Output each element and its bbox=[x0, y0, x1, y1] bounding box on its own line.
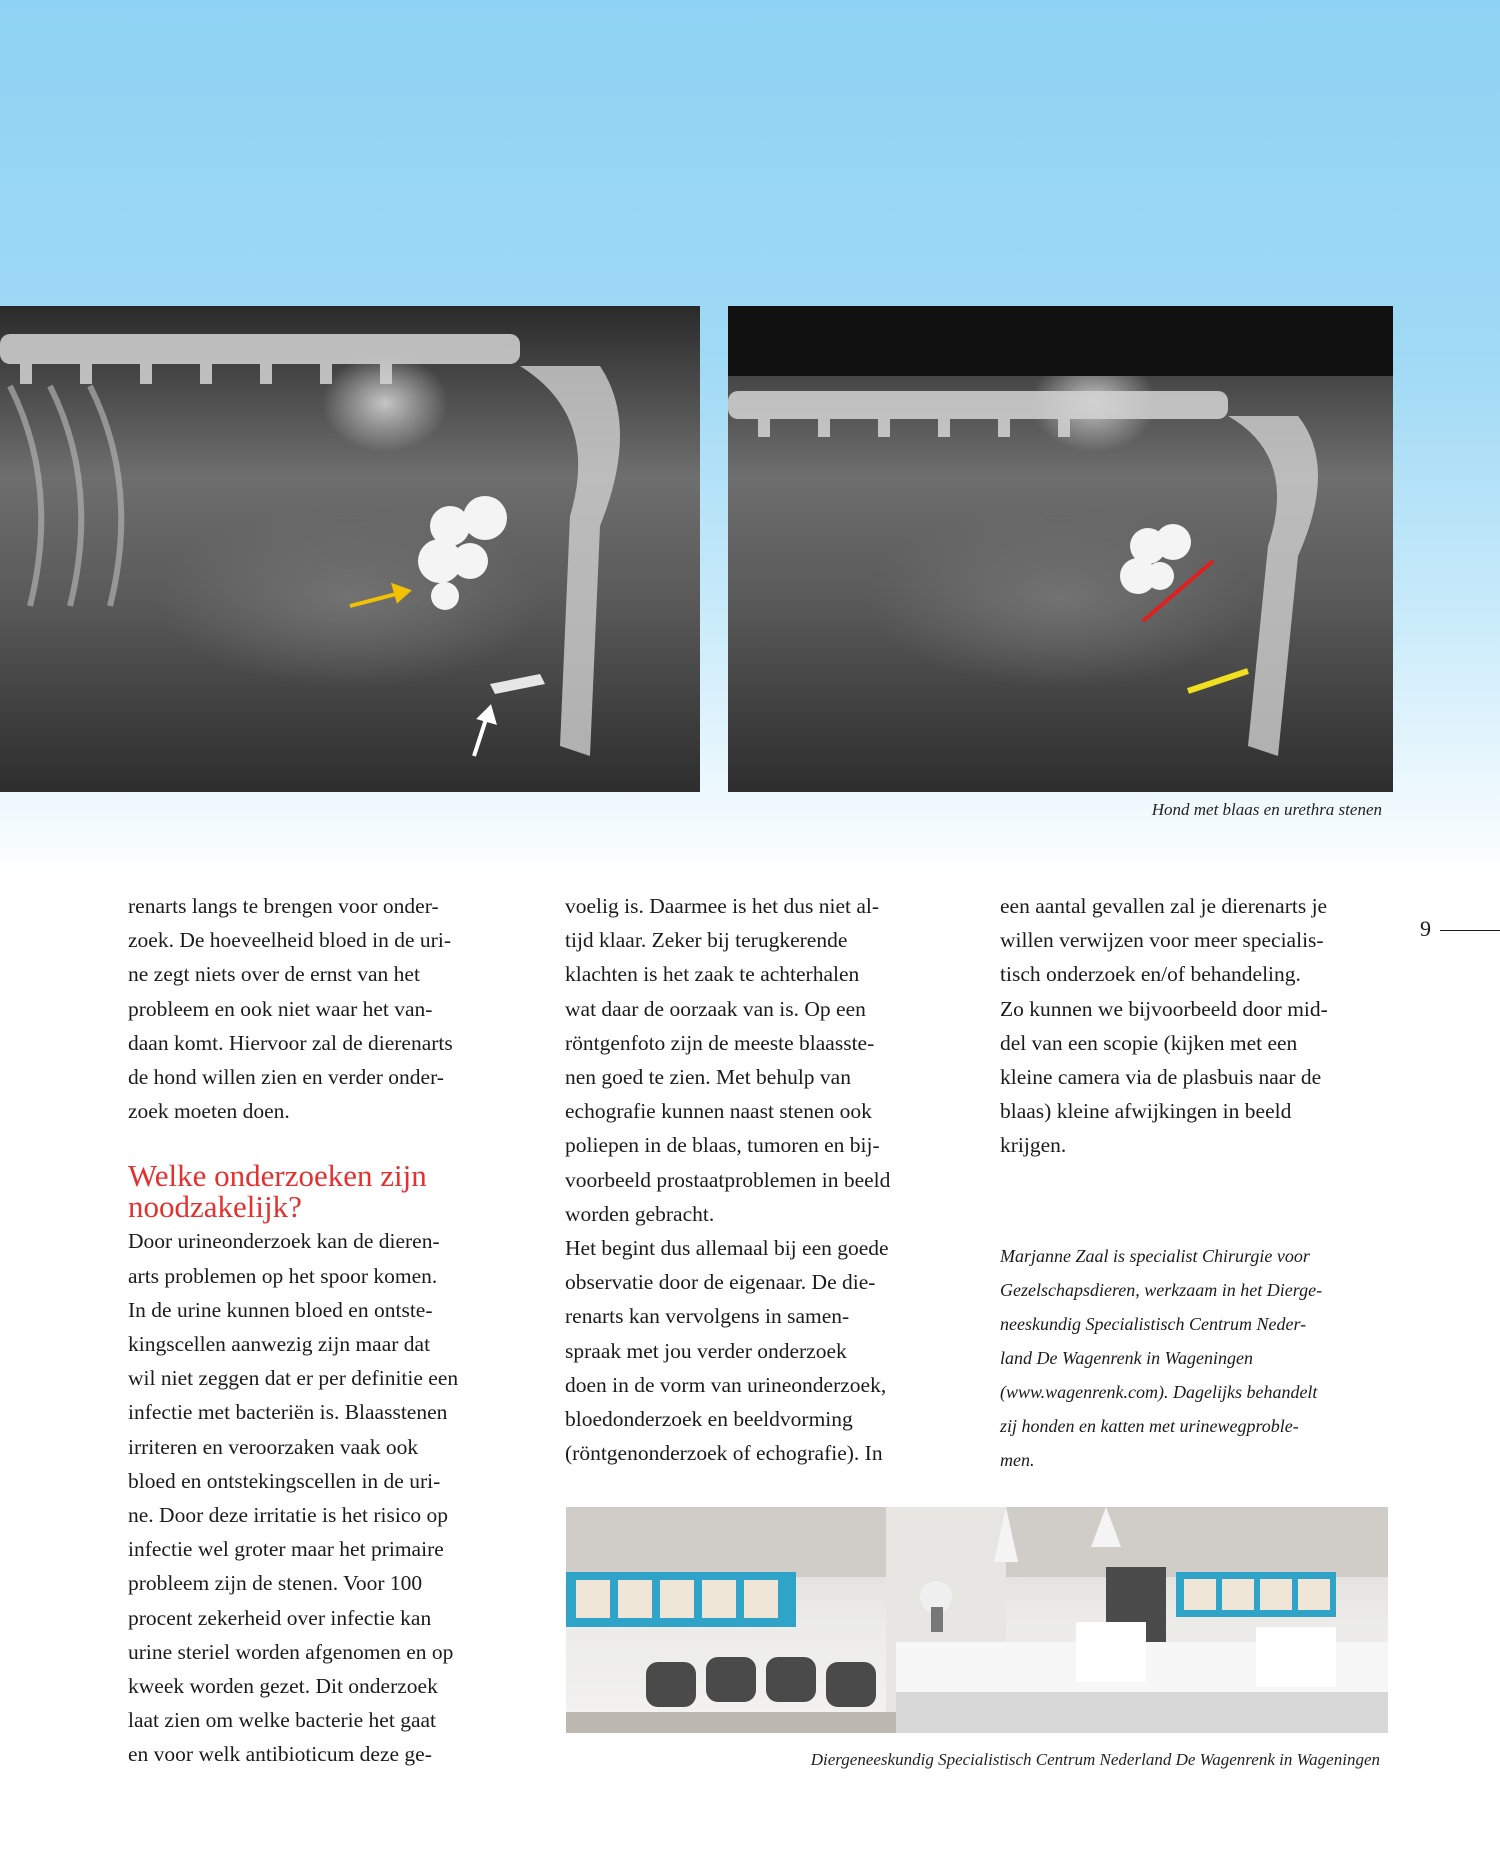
bladder-stones bbox=[418, 496, 507, 610]
paragraph: Het begint dus allemaal bij een goede observatie door de eigenaar. De die- renarts kan vervolgens in samen- spraak met jou verder onderzoek doen in de vorm van urineonderzoek, bloedonderzoek en beeldvorming (röntgenonderzoek of echografie). In bbox=[565, 1236, 889, 1466]
paragraph: een aantal gevallen zal je dierenarts je willen verwijzen voor meer specialis- tisch onderzoek en/of behandeling. Zo kunnen we bijvoorbeeld door mid- del van een scopie (kijken met een kleine camera via de plasbuis naar de blaas) kleine afwijkingen in beeld krijgen. bbox=[1000, 894, 1328, 1158]
paragraph: voelig is. Daarmee is het dus niet al- tijd klaar. Zeker bij terugkerende klachten is het zaak te achterhalen wat daar de oorzaak van is. Op een röntgenfoto zijn de meeste blaasste- nen goed te zien. Met behulp van echografie kunnen naast stenen ook poliepen in de blaas, tumoren en bij- voorbeeld prostaatproblemen in beeld worden gebracht. bbox=[565, 894, 891, 1226]
paragraph: renarts langs te brengen voor onder- zoek. De hoeveelheid bloed in de uri- ne zegt niets over de ernst van het probleem en ook niet waar het van- daan komt. Hiervoor zal de dierenarts de hond willen zien en verder onder- zoek moeten doen. bbox=[128, 894, 453, 1124]
yellow-marker-line bbox=[1188, 671, 1248, 691]
spine-graphic bbox=[728, 391, 1228, 437]
spine-graphic bbox=[0, 334, 520, 384]
white-arrow-icon bbox=[474, 708, 494, 756]
text-column-2 bbox=[565, 889, 965, 1470]
paragraph: Door urineonderzoek kan de dieren- arts problemen op het spoor komen. In de urine kunnen bloed en ontste- kingscellen aanwezig zijn maar dat wil niet zeggen dat er per definitie een infectie met bacteriën is. Blaasstenen irriteren en veroorzaken vaak ook bloed en ontstekingscellen in de uri- ne. Door deze irritatie is het risico op infectie wel groter maar het primaire probleem zijn de stenen. Voor 100 procent zekerheid over infectie kan urine steriel worden afgenomen en op kweek worden gezet. Dit onderzoek laat zien om welke bacterie het gaat en voor welk antibioticum deze ge- bbox=[128, 1229, 459, 1767]
clinic-interior-image bbox=[566, 1507, 1388, 1733]
figure-caption-xray: Hond met blaas en urethra stenen bbox=[1151, 800, 1382, 819]
text-column-1 bbox=[128, 889, 528, 1772]
yellow-arrow-icon bbox=[350, 586, 408, 606]
page-number: 9 bbox=[1420, 916, 1431, 941]
section-heading: Welke onderzoeken zijn noodzakelijk? bbox=[128, 1158, 427, 1225]
figure-caption-clinic: Diergeneeskundig Specialistisch Centrum Nederland De Wagenrenk in Wageningen bbox=[810, 1750, 1380, 1769]
xray-image-right bbox=[728, 306, 1393, 792]
bladder-stones bbox=[1120, 524, 1191, 594]
author-bio: Marjanne Zaal is specialist Chirurgie voor Gezelschapsdieren, werkzaam in het Dierge- neeskundig Specialistisch Centrum Neder- land De Wagenrenk in Wageningen (www.wagenrenk.com). Dagelijks behandelt zij honden en katten met urinewegproble- men. bbox=[1000, 1245, 1323, 1470]
text-column-3 bbox=[1000, 889, 1400, 1477]
waiting-chairs bbox=[646, 1657, 876, 1707]
page-number-rule bbox=[1440, 930, 1500, 931]
xray-image-left bbox=[0, 306, 700, 792]
